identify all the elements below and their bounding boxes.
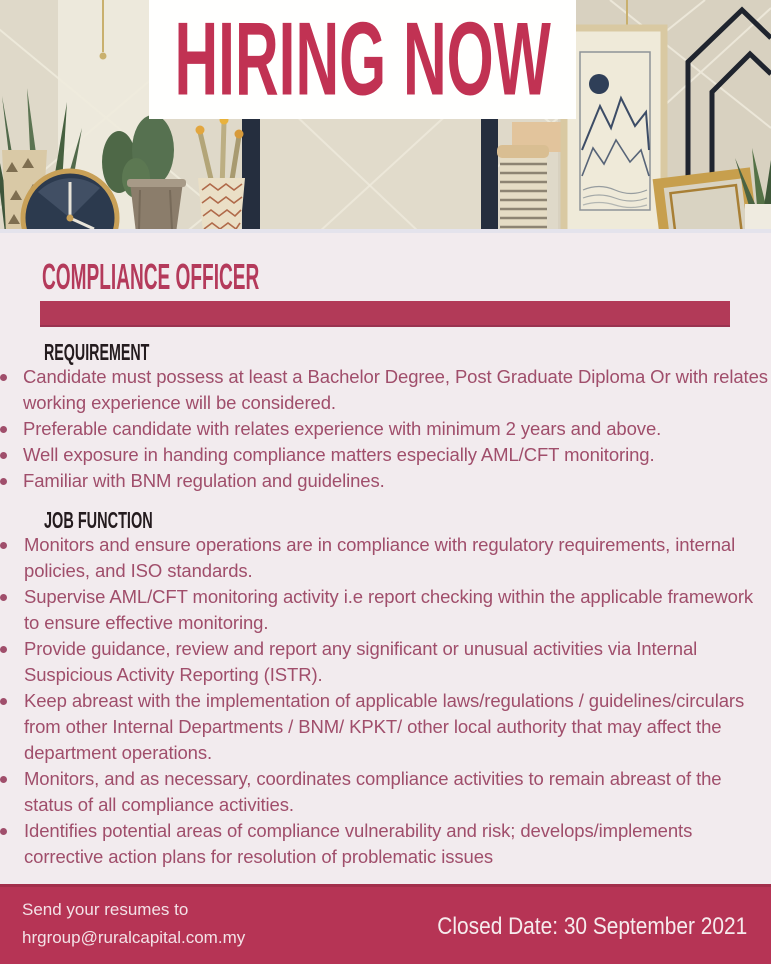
footer [0,884,771,964]
job-function-item: Identifies potential areas of compliance vulnerability and risk; develops/implements corrective action plans for resolution of problematic issues [0,818,771,870]
divider-bar [40,301,730,327]
job-function-item: Provide guidance, review and report any significant or unusual activities via Internal Suspicious Activity Reporting (ISTR). [0,636,771,688]
leaning-frame-inner [260,110,481,233]
requirement-item: Well exposure in handing compliance matters especially AML/CFT monitoring. [0,442,771,468]
job-function-list [0,532,771,870]
hiring-banner-title: HIRING NOW [174,1,551,118]
header-photo [0,0,771,233]
job-function-item: Monitors, and as necessary, coordinates compliance activities to remain abreast of the status of all compliance activities. [0,766,771,818]
contact-block [22,896,245,952]
section-heading-requirement: REQUIREMENT [44,339,150,365]
requirement-item: Preferable candidate with relates experience with minimum 2 years and above. [0,416,771,442]
send-resumes-label: Send your resumes to [22,899,189,919]
requirement-item: Candidate must possess at least a Bachelor Degree, Post Graduate Diploma Or with relates working experience will be considered. [0,364,771,416]
job-function-item: Supervise AML/CFT monitoring activity i.e report checking within the applicable framework to ensure effective monitoring. [0,584,771,636]
gold-frame-illustration [658,173,755,233]
requirement-item: Familiar with BNM regulation and guidelines. [0,468,771,494]
hiring-banner [149,0,576,119]
closed-date: Closed Date: 30 September 2021 [437,912,747,940]
mountain-frame-illustration [564,28,664,233]
poster-body [0,233,771,884]
requirement-list [0,364,771,494]
section-heading-job-function: JOB FUNCTION [44,507,153,533]
job-function-item: Monitors and ensure operations are in compliance with regulatory requirements, internal policies, and ISO standards. [0,532,771,584]
job-function-item: Keep abreast with the implementation of applicable laws/regulations / guidelines/circulars from other Internal Departments / BNM/ KPKT/ other local authority that may affect the department operations. [0,688,771,766]
email-address: hrgroup@ruralcapital.com.my [22,927,246,947]
job-title: COMPLIANCE OFFICER [42,256,260,297]
